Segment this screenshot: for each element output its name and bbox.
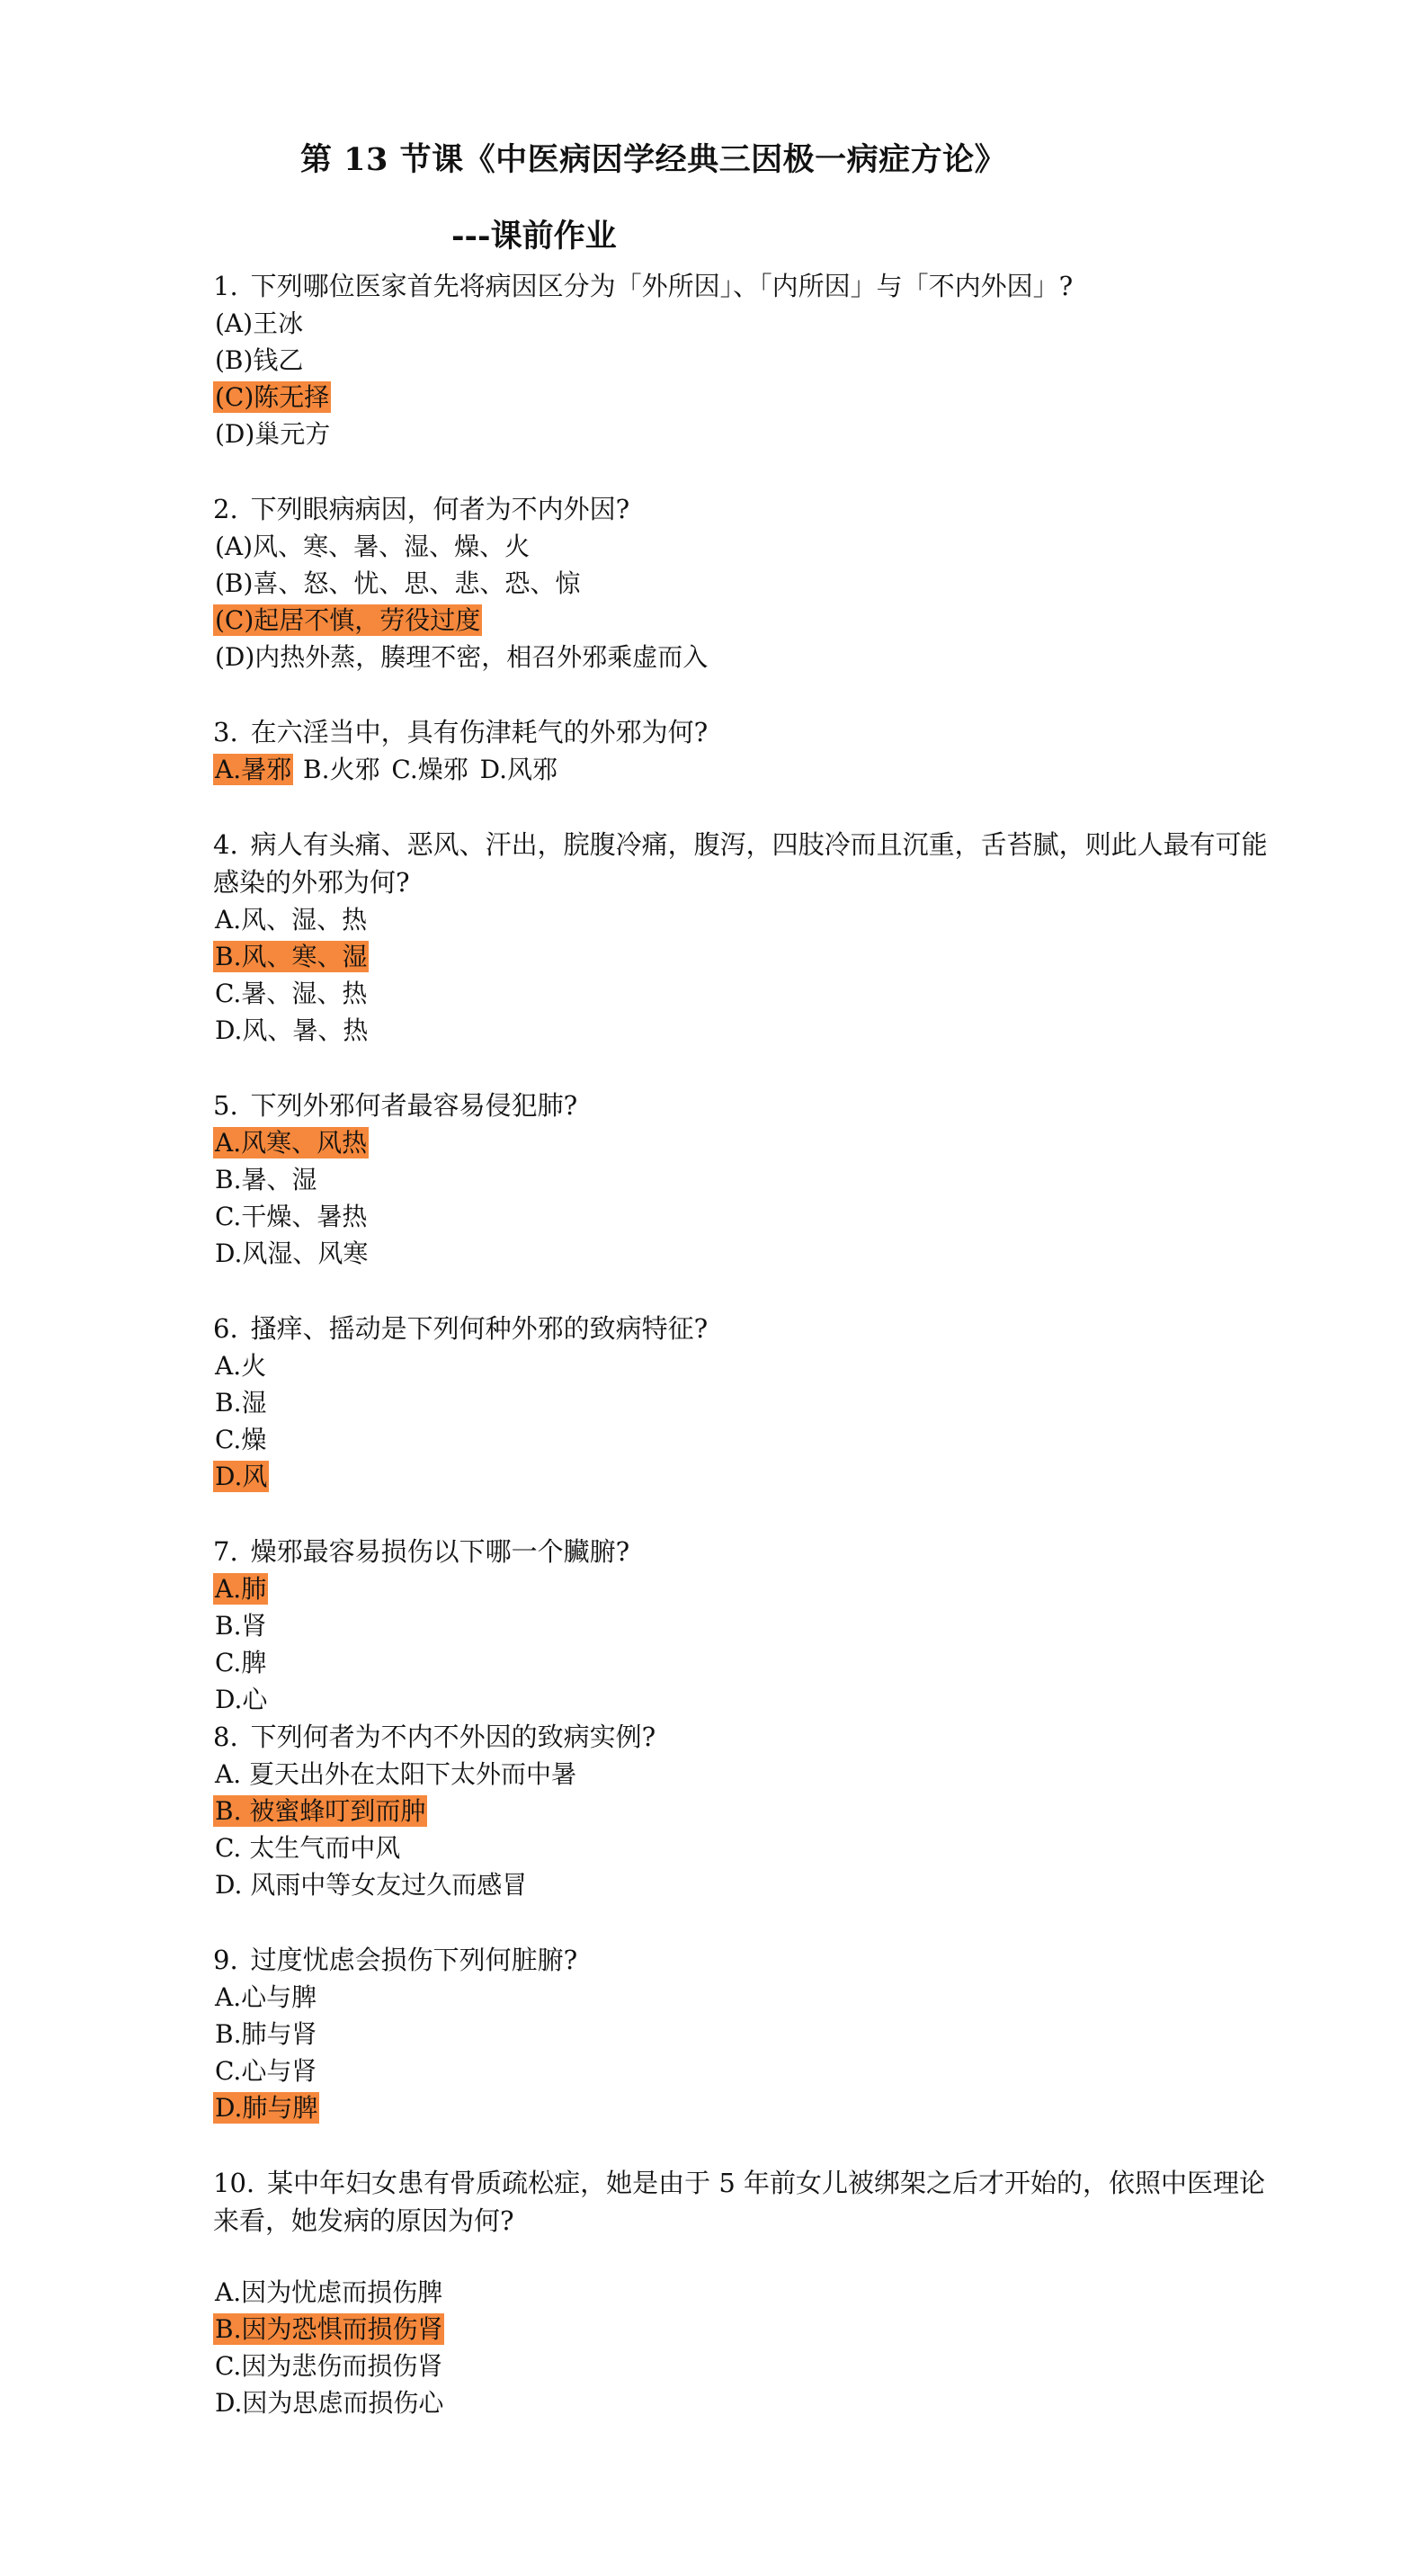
option-b: (B)钱乙: [215, 345, 304, 375]
question-number: 4.: [213, 829, 238, 860]
question-text: 燥邪最容易损伤以下哪一个臟腑?: [250, 1536, 630, 1567]
inline-options: [213, 751, 1274, 788]
question-text: 下列何者为不内不外因的致病实例?: [250, 1722, 656, 1752]
question-5: [213, 1087, 1274, 1272]
question-text: 过度忧虑会损伤下列何脏腑?: [250, 1945, 578, 1975]
question-stem: [213, 267, 1274, 305]
option-d: D.风湿、风寒: [215, 1239, 369, 1268]
option-c: C.暑、湿、热: [215, 979, 368, 1008]
option-b: B.风、寒、湿: [215, 942, 368, 971]
option-c: C.心与肾: [215, 2056, 317, 2086]
option-a: A.暑邪: [215, 755, 292, 784]
question-stem: [213, 1533, 1274, 1570]
question-text: 下列眼病病因，何者为不内外因?: [250, 494, 630, 524]
option-d: D.风邪: [479, 755, 558, 784]
option-b: B.火邪: [303, 755, 380, 784]
option-a: (A)风、寒、暑、湿、燥、火: [215, 532, 531, 561]
question-2: [213, 490, 1274, 675]
option-a: A. 夏天出外在太阳下太外而中暑: [215, 1759, 577, 1789]
question-9: [213, 1941, 1274, 2126]
question-list: [213, 267, 1274, 2459]
option-d: (D)内热外蒸，腠理不密，相召外邪乘虚而入: [215, 642, 709, 672]
question-10: [213, 2164, 1274, 2421]
option-d: D.因为思虑而损伤心: [215, 2388, 444, 2418]
question-4: [213, 826, 1274, 1049]
question-text: 搔痒、摇动是下列何种外邪的致病特征?: [250, 1313, 709, 1344]
option-c: C.因为悲伤而损伤肾: [215, 2351, 443, 2381]
question-number: 5.: [213, 1090, 238, 1121]
option-c: (C)起居不慎，劳役过度: [215, 605, 481, 635]
option-c: C.干燥、暑热: [215, 1202, 368, 1231]
option-d: D.肺与脾: [215, 2093, 318, 2123]
question-6: [213, 1310, 1274, 1495]
option-c: C.燥: [215, 1425, 267, 1454]
option-c: C.燥邪: [391, 755, 468, 784]
option-d: D. 风雨中等女友过久而感冒: [215, 1870, 528, 1900]
option-c: C. 太生气而中风: [215, 1833, 401, 1863]
question-number: 1.: [213, 271, 238, 301]
option-c: C.脾: [215, 1648, 267, 1677]
option-b: B.肺与肾: [215, 2019, 317, 2049]
blank-line: [213, 2240, 1274, 2274]
option-b: B.暑、湿: [215, 1165, 317, 1194]
page-title: 第 13 节课《中医病因学经典三因极一病症方论》: [300, 141, 1007, 178]
question-stem: [213, 1310, 1274, 1347]
question-number: 2.: [213, 494, 238, 524]
page-subtitle: ---课前作业: [451, 218, 617, 255]
question-stem: [213, 2164, 1274, 2240]
question-text: 在六淫当中，具有伤津耗气的外邪为何?: [250, 717, 709, 747]
question-number: 8.: [213, 1722, 238, 1752]
question-number: 7.: [213, 1536, 238, 1567]
option-b: B.肾: [215, 1611, 267, 1641]
question-number: 9.: [213, 1945, 238, 1975]
question-number: 3.: [213, 717, 238, 747]
question-stem: [213, 713, 1274, 751]
option-a: A.肺: [215, 1574, 267, 1604]
option-b: B.湿: [215, 1388, 267, 1418]
option-a: (A)王冰: [215, 309, 304, 338]
question-text: 病人有头痛、恶风、汗出，脘腹冷痛，腹泻，四肢冷而且沉重，舌苔腻，则此人最有可能感染的外邪为何?: [213, 829, 1268, 898]
question-stem: [213, 1941, 1274, 1979]
question-stem: [213, 826, 1274, 901]
question-number: 6.: [213, 1313, 238, 1344]
option-b: (B)喜、怒、忧、思、悲、恐、惊: [215, 568, 581, 598]
option-a: A.火: [215, 1351, 267, 1381]
question-3: [213, 713, 1274, 788]
option-a: A.因为忧虑而损伤脾: [215, 2277, 443, 2307]
option-d: D.风、暑、热: [215, 1015, 369, 1045]
question-stem: [213, 490, 1274, 528]
option-d: D.风: [215, 1462, 268, 1491]
option-b: B. 被蜜蜂叮到而肿: [215, 1796, 426, 1826]
question-text: 下列哪位医家首先将病因区分为「外所因」、「内所因」与「不内外因」?: [250, 271, 1074, 301]
question-7: [213, 1533, 1274, 1718]
option-c: (C)陈无择: [215, 382, 330, 412]
question-8: [213, 1718, 1274, 1903]
question-text: 下列外邪何者最容易侵犯肺?: [250, 1090, 578, 1121]
question-stem: [213, 1718, 1274, 1756]
option-d: (D)巢元方: [215, 419, 331, 449]
question-stem: [213, 1087, 1274, 1124]
option-a: A.心与脾: [215, 1982, 317, 2012]
question-1: [213, 267, 1274, 452]
option-a: A.风寒、风热: [215, 1128, 368, 1158]
option-a: A.风、湿、热: [215, 905, 368, 935]
question-number: 10.: [213, 2168, 255, 2198]
question-text: 某中年妇女患有骨质疏松症，她是由于 5 年前女儿被绑架之后才开始的，依照中医理论来看，她发病的原因为何?: [213, 2168, 1266, 2236]
option-d: D.心: [215, 1685, 268, 1714]
option-b: B.因为恐惧而损伤肾: [215, 2314, 443, 2344]
